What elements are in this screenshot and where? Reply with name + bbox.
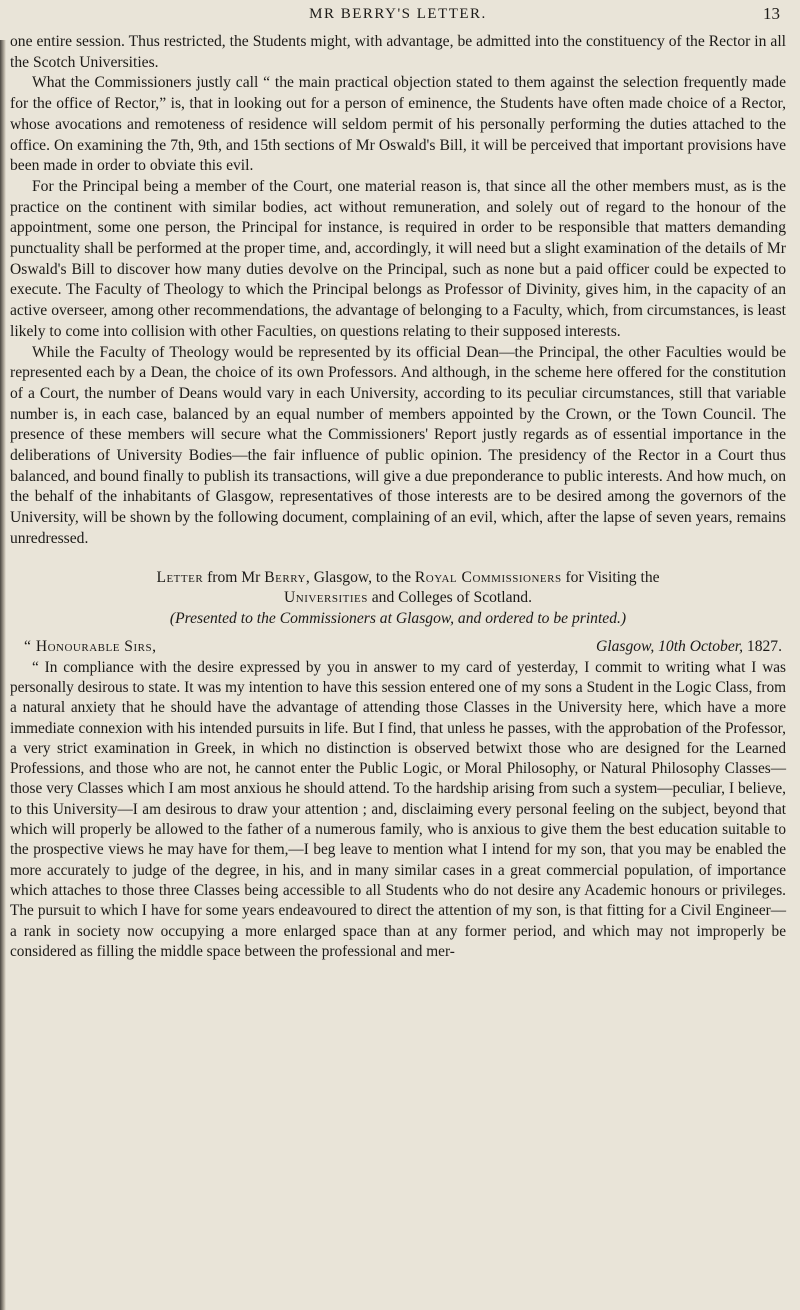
letter-date-year: 1827. <box>743 637 782 655</box>
heading-visiting: for Visiting the <box>561 568 660 586</box>
letter-body <box>10 658 786 962</box>
heading-universities: Universities <box>283 589 368 607</box>
heading-berry: Berry <box>264 568 306 586</box>
section-gap <box>10 550 786 568</box>
letter-date <box>596 636 786 658</box>
letter-date-place: Glasgow, 10th October, <box>596 637 744 655</box>
heading-from: from Mr <box>203 568 265 586</box>
heading-letter: Letter <box>156 568 204 586</box>
page-binding-edge <box>0 40 6 1310</box>
letter-heading <box>10 568 786 589</box>
letter-subheading: (Presented to the Commissioners at Glasgow, and ordered to be printed.) <box>169 609 627 627</box>
page-number: 13 <box>763 4 780 23</box>
heading-colleges: and Colleges of Scotland. <box>367 589 532 607</box>
paragraph-2: What the Commissioners justly call “ the main practical objection stated to them against the selection frequently made for the office of Rector,” is, that in looking out for a person of eminence, the Students have often made choice of a Rector, whose avocations and remoteness of residence will seldom permit of his personally performing the duties attached to the office. On examining the 7th, 9th, and 15th sections of Mr Oswald's Bill, it will be perceived that important provisions have been made in order to obviate this evil. <box>10 74 786 175</box>
letter-salutation: “ Honourable Sirs, <box>24 637 157 655</box>
letter-paragraph: “ In compliance with the desire expressed by you in answer to my card of yesterday, I commit to writing what I was personally desirous to state. It was my intention to have this session entered one of my sons a Student in the Logic Class, from a natural anxiety that he should have the advantage of attending those Classes in the University here, which have a more immediate connexion with his intended pursuits in life. But I find, that unless he passes, with the approbation of the Professor, a very strict examination in Greek, in which no distinction is observed betwixt those who are designed for the Learned Professions, and those who are not, he cannot enter the Public Logic, or Moral Philosophy, or Natural Philosophy Classes—those very Classes which I am most anxious he should attend. To the hardship arising from such a system—peculiar, I believe, to this University—I am desirous to draw your attention ; and, disclaiming every personal feeling on the subject, beyond that which will properly be allowed to the father of a numerous family, who is anxious to give them the best education suitable to the prospective views he may have for them,—I beg leave to mention what I intend for my son, that you may be enabled the more accurately to judge of the degree, in his, and in many similar cases in a great commercial population, of importance which attaches to those three Classes being accessible to all Students who do not desire any Academic honours or privileges. The pursuit to which I have for some years endeavoured to direct the attention of my son, is that fitting for a Civil Engineer—a rank in society now occupying a more enlarged space than at any former period, and which may not improperly be considered as filling the middle space between the professional and mer- <box>10 658 786 960</box>
paragraph-3: For the Principal being a member of the Court, one material reason is, that since all the other members must, as is the practice on the continent with similar bodies, act without remuneration, and solely out of regard to the honour of the appointment, some one person, the Principal for instance, is required in order to be responsible that matters demanding punctuality shall be performed at the proper time, and, accordingly, it will need but a slight examination of the details of Mr Oswald's Bill to discover how many duties devolve on the Principal, such as none but a paid officer could be expected to execute. The Faculty of Theology to which the Principal belongs as Professor of Divinity, gives him, in the capacity of an active overseer, among other recommendations, the advantage of belonging to a Faculty, which, from circumstances, is least likely to come into collision with other Faculties, on questions relating to their supposed interests. <box>10 177 786 340</box>
letter-heading-line-2 <box>10 588 786 609</box>
paragraph-1: one entire session. Thus restricted, the Students might, with advantage, be admitted into the constituency of the Rector in all the Scotch Universities. <box>10 33 786 71</box>
heading-glasgow: , Glasgow, to the <box>305 568 415 586</box>
heading-commissioners: Royal Commissioners <box>414 568 562 586</box>
letter-salutation-row <box>10 636 786 658</box>
paragraph-4: While the Faculty of Theology would be represented by its official Dean—the Principal, the other Faculties would be represented each by a Dean, the choice of its own Professors. And although, in the scheme here offered for the constitution of a Court, the number of Deans would vary in each University, according to its peculiar circumstances, still that variable number is, in each case, balanced by an equal number of members appointed by the Crown, or the Town Council. The presence of these members will secure what the Commissioners' Report justly regards as of essential importance in the deliberations of University Bodies—the fair influence of public opinion. The presidency of the Rector in a Court thus balanced, and bound finally to publish its transactions, will give a due preponderance to public interests. And how much, on the behalf of the inhabitants of Glasgow, representatives of those interests are to be desired among the governors of the University, will be shown by the following document, complaining of an evil, which, after the lapse of seven years, remains unredressed. <box>10 343 786 547</box>
running-title: MR BERRY'S LETTER. <box>309 6 487 22</box>
running-head <box>10 0 786 32</box>
